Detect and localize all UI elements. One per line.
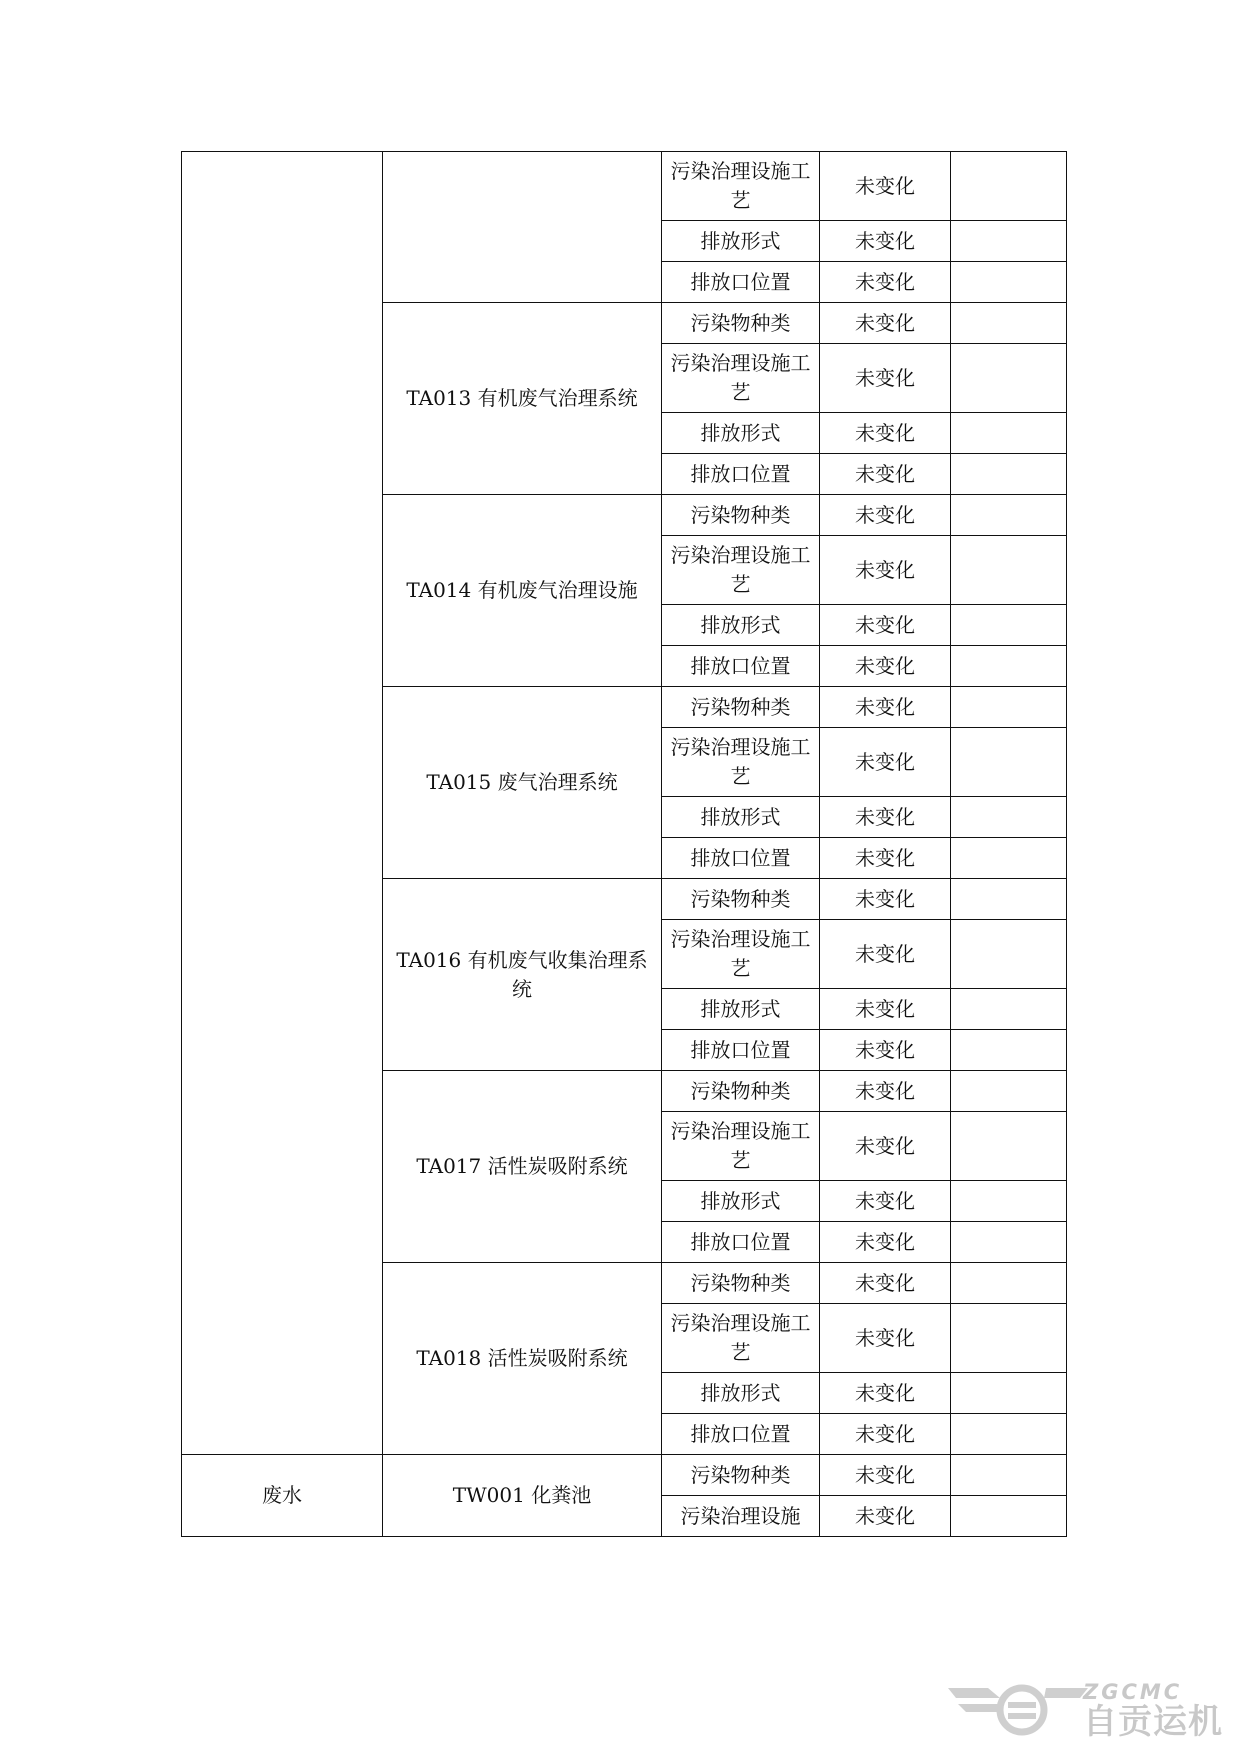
remark-cell bbox=[951, 152, 1067, 221]
status-cell: 未变化 bbox=[820, 152, 951, 221]
remark-cell bbox=[951, 1263, 1067, 1304]
status-cell: 未变化 bbox=[820, 1071, 951, 1112]
item-cell: 污染治理设施工艺 bbox=[662, 536, 820, 605]
item-cell: 污染治理设施工艺 bbox=[662, 1304, 820, 1373]
system-cell bbox=[383, 152, 662, 303]
remark-cell bbox=[951, 1496, 1067, 1537]
status-cell: 未变化 bbox=[820, 303, 951, 344]
status-cell: 未变化 bbox=[820, 1414, 951, 1455]
item-cell: 排放形式 bbox=[662, 989, 820, 1030]
status-cell: 未变化 bbox=[820, 1112, 951, 1181]
system-cell: TW001 化粪池 bbox=[383, 1455, 662, 1537]
status-cell: 未变化 bbox=[820, 920, 951, 989]
system-cell: TA014 有机废气治理设施 bbox=[383, 495, 662, 687]
remark-cell bbox=[951, 454, 1067, 495]
remark-cell bbox=[951, 1304, 1067, 1373]
item-cell: 污染治理设施工艺 bbox=[662, 152, 820, 221]
remark-cell bbox=[951, 1414, 1067, 1455]
item-cell: 排放形式 bbox=[662, 1181, 820, 1222]
status-cell: 未变化 bbox=[820, 1222, 951, 1263]
remark-cell bbox=[951, 1030, 1067, 1071]
remark-cell bbox=[951, 413, 1067, 454]
item-cell: 污染物种类 bbox=[662, 687, 820, 728]
category-cell bbox=[182, 152, 383, 1455]
item-cell: 污染治理设施工艺 bbox=[662, 920, 820, 989]
item-cell: 排放口位置 bbox=[662, 838, 820, 879]
logo-chinese: 自贡运机 bbox=[1083, 1702, 1223, 1742]
facility-change-table bbox=[181, 151, 1067, 1537]
status-cell: 未变化 bbox=[820, 989, 951, 1030]
item-cell: 排放口位置 bbox=[662, 1414, 820, 1455]
item-cell: 污染物种类 bbox=[662, 495, 820, 536]
status-cell: 未变化 bbox=[820, 797, 951, 838]
category-cell: 废水 bbox=[182, 1455, 383, 1537]
remark-cell bbox=[951, 989, 1067, 1030]
remark-cell bbox=[951, 536, 1067, 605]
item-cell: 污染治理设施 bbox=[662, 1496, 820, 1537]
status-cell: 未变化 bbox=[820, 344, 951, 413]
remark-cell bbox=[951, 1373, 1067, 1414]
status-cell: 未变化 bbox=[820, 1455, 951, 1496]
remark-cell bbox=[951, 879, 1067, 920]
item-cell: 污染治理设施工艺 bbox=[662, 344, 820, 413]
company-logo bbox=[948, 1680, 1238, 1746]
system-cell: TA017 活性炭吸附系统 bbox=[383, 1071, 662, 1263]
status-cell: 未变化 bbox=[820, 1304, 951, 1373]
remark-cell bbox=[951, 303, 1067, 344]
status-cell: 未变化 bbox=[820, 1030, 951, 1071]
item-cell: 污染物种类 bbox=[662, 1455, 820, 1496]
remark-cell bbox=[951, 687, 1067, 728]
remark-cell bbox=[951, 797, 1067, 838]
status-cell: 未变化 bbox=[820, 605, 951, 646]
status-cell: 未变化 bbox=[820, 1496, 951, 1537]
status-cell: 未变化 bbox=[820, 454, 951, 495]
status-cell: 未变化 bbox=[820, 221, 951, 262]
item-cell: 污染物种类 bbox=[662, 1263, 820, 1304]
remark-cell bbox=[951, 920, 1067, 989]
item-cell: 排放形式 bbox=[662, 605, 820, 646]
item-cell: 排放形式 bbox=[662, 1373, 820, 1414]
status-cell: 未变化 bbox=[820, 728, 951, 797]
remark-cell bbox=[951, 1181, 1067, 1222]
item-cell: 排放口位置 bbox=[662, 646, 820, 687]
remark-cell bbox=[951, 838, 1067, 879]
item-cell: 污染治理设施工艺 bbox=[662, 728, 820, 797]
logo-english: ZGCMC bbox=[1083, 1680, 1183, 1704]
logo-emblem-icon bbox=[948, 1680, 1088, 1746]
item-cell: 污染物种类 bbox=[662, 879, 820, 920]
remark-cell bbox=[951, 1455, 1067, 1496]
remark-cell bbox=[951, 1112, 1067, 1181]
item-cell: 排放形式 bbox=[662, 797, 820, 838]
item-cell: 排放形式 bbox=[662, 413, 820, 454]
remark-cell bbox=[951, 605, 1067, 646]
status-cell: 未变化 bbox=[820, 413, 951, 454]
remark-cell bbox=[951, 728, 1067, 797]
remark-cell bbox=[951, 262, 1067, 303]
item-cell: 排放口位置 bbox=[662, 1030, 820, 1071]
status-cell: 未变化 bbox=[820, 879, 951, 920]
system-cell: TA018 活性炭吸附系统 bbox=[383, 1263, 662, 1455]
item-cell: 排放口位置 bbox=[662, 1222, 820, 1263]
status-cell: 未变化 bbox=[820, 1181, 951, 1222]
status-cell: 未变化 bbox=[820, 495, 951, 536]
system-cell: TA013 有机废气治理系统 bbox=[383, 303, 662, 495]
status-cell: 未变化 bbox=[820, 838, 951, 879]
remark-cell bbox=[951, 1222, 1067, 1263]
status-cell: 未变化 bbox=[820, 646, 951, 687]
item-cell: 污染治理设施工艺 bbox=[662, 1112, 820, 1181]
item-cell: 污染物种类 bbox=[662, 303, 820, 344]
table-row bbox=[182, 152, 1067, 221]
system-cell: TA016 有机废气收集治理系统 bbox=[383, 879, 662, 1071]
status-cell: 未变化 bbox=[820, 1373, 951, 1414]
system-cell: TA015 废气治理系统 bbox=[383, 687, 662, 879]
item-cell: 排放口位置 bbox=[662, 454, 820, 495]
remark-cell bbox=[951, 344, 1067, 413]
remark-cell bbox=[951, 1071, 1067, 1112]
status-cell: 未变化 bbox=[820, 536, 951, 605]
remark-cell bbox=[951, 221, 1067, 262]
remark-cell bbox=[951, 495, 1067, 536]
table-row bbox=[182, 1455, 1067, 1496]
remark-cell bbox=[951, 646, 1067, 687]
item-cell: 排放口位置 bbox=[662, 262, 820, 303]
item-cell: 污染物种类 bbox=[662, 1071, 820, 1112]
status-cell: 未变化 bbox=[820, 262, 951, 303]
item-cell: 排放形式 bbox=[662, 221, 820, 262]
status-cell: 未变化 bbox=[820, 687, 951, 728]
status-cell: 未变化 bbox=[820, 1263, 951, 1304]
